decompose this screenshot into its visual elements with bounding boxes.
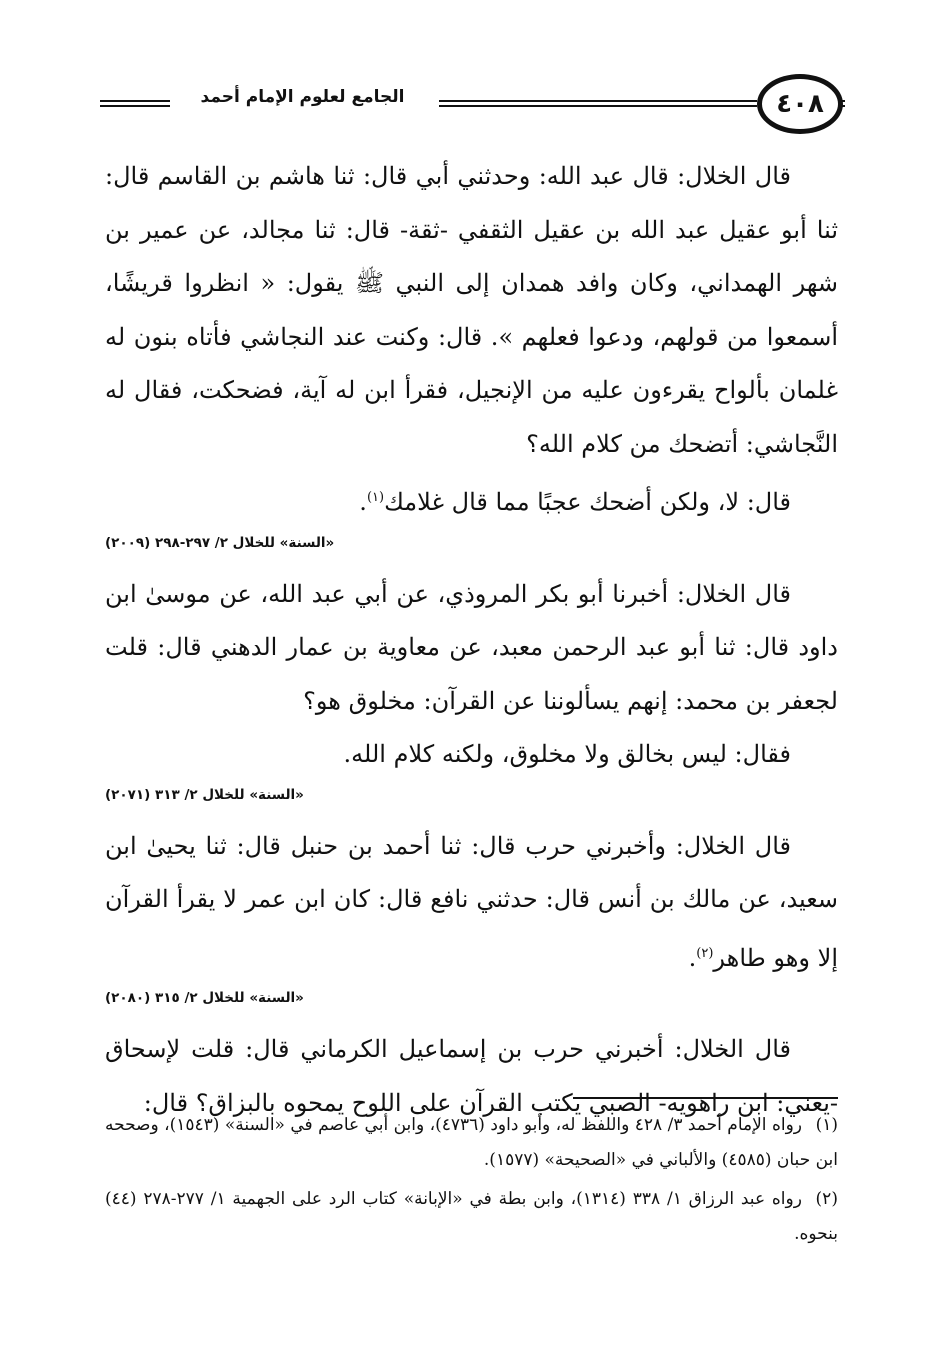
footnote-item (105, 1108, 838, 1178)
source-citation: «السنة» للخلال ٢/ ٣١٣ (٢٠٧١) (105, 786, 304, 803)
footnote-ref[interactable]: (١) (366, 490, 385, 505)
narration-paragraph (105, 150, 838, 471)
narration-text: قال الخلال: وأخبرني حرب قال: ثنا أحمد بن حنبل قال: ثنا يحيىٰ ابن سعيد، عن مالك بن أنس قال: حدثني نافع قال: كان ابن عمر لا يقرأ القرآن إلا وهو طاهر (105, 831, 838, 972)
narration-text: قال الخلال: أخبرني حرب بن إسماعيل الكرماني قال: قلت لإسحاق -يعني: ابن راهويه- الصبي يكتب القرآن على اللوح يمحوه بالبزاق؟ قال: (105, 1035, 838, 1117)
footnote-separator (573, 1097, 838, 1099)
footnotes (105, 1108, 838, 1256)
source-citation: «السنة» للخلال ٢/ ٢٩٧-٢٩٨ (٢٠٠٩) (105, 534, 335, 551)
source-citation: «السنة» للخلال ٢/ ٣١٥ (٢٠٨٠) (105, 990, 304, 1006)
footnote-text: رواه عبد الرزاق ١/ ٣٣٨ (١٣١٤)، وابن بطة في «الإبانة» كتاب الرد على الجهمية ١/ ٢٧٧-٢٧٨ (٤٤) بنحوه. (105, 1189, 838, 1244)
footnote-number: (١) (815, 1115, 838, 1135)
footnote-number: (٢) (815, 1189, 838, 1209)
narration-paragraph: قال الخلال: وأخبرني حرب قال: ثنا أحمد بن حنبل قال: ثنا يحيىٰ ابن سعيد، عن مالك بن أنس قال: حدثني نافع قال: كان ابن عمر لا يقرأ القرآن إلا وهو طاهر$^{(٢)}$. (105, 831, 838, 972)
narration-paragraph: قال: لا، ولكن أضحك عجبًا مما قال غلامك$^{(١)}$. (359, 488, 791, 516)
header-rule-middle (439, 100, 757, 107)
footnote-item (105, 1182, 838, 1252)
narration-paragraph (105, 728, 838, 782)
footnote-ref[interactable]: (٢) (696, 945, 714, 961)
header-rule-left (100, 100, 170, 107)
page-header (100, 70, 845, 140)
footnote-text: رواه الإمام أحمد ٣/ ٤٢٨ واللفظ له، وأبو داود (٤٧٣٦)، وابن أبي عاصم في «السنة» (١٥٤٣)، وصححه ابن حبان (٤٥٨٥) والألباني في «الصحيحة» (١٥٧٧). (105, 1115, 838, 1170)
narration-text: قال الخلال: أخبرنا أبو بكر المروذي، عن أبي عبد الله، عن موسىٰ ابن داود قال: ثنا أبو عبد الرحمن معبد، عن معاوية بن عمار الدهني قال: قلت لجعفر بن محمد: إنهم يسألوننا عن القرآن: مخلوق هو؟ (105, 579, 838, 715)
page-number: ٤٠٨ (757, 74, 843, 134)
main-text (105, 150, 838, 1130)
narration-text: فقال: ليس بخالق ولا مخلوق، ولكنه كلام الله. (343, 740, 791, 768)
running-title: الجامع لعلوم الإمام أحمد (200, 87, 405, 107)
narration-text: قال: لا، ولكن أضحك عجبًا مما قال غلامك (384, 488, 791, 516)
narration-text: قال الخلال: قال عبد الله: وحدثني أبي قال: ثنا هاشم بن القاسم قال: ثنا أبو عقيل عبد الله بن عقيل الثقفي -ثقة- قال: ثنا مجالد، عن عمير بن شهر الهمداني، وكان وافد همدان إلى النبي ﷺ يقول: « انظروا قريشًا، أسمعوا من قولهم، ودعوا فعلهم ». قال: وكنت عند النجاشي فأتاه بنون له غلمان بألواح يقرءون عليه من الإنجيل، فقرأ ابن له آية، فضحكت، فقال له النَّجاشي: أتضحك من كلام الله؟ (105, 162, 838, 458)
narration-paragraph (105, 568, 838, 729)
